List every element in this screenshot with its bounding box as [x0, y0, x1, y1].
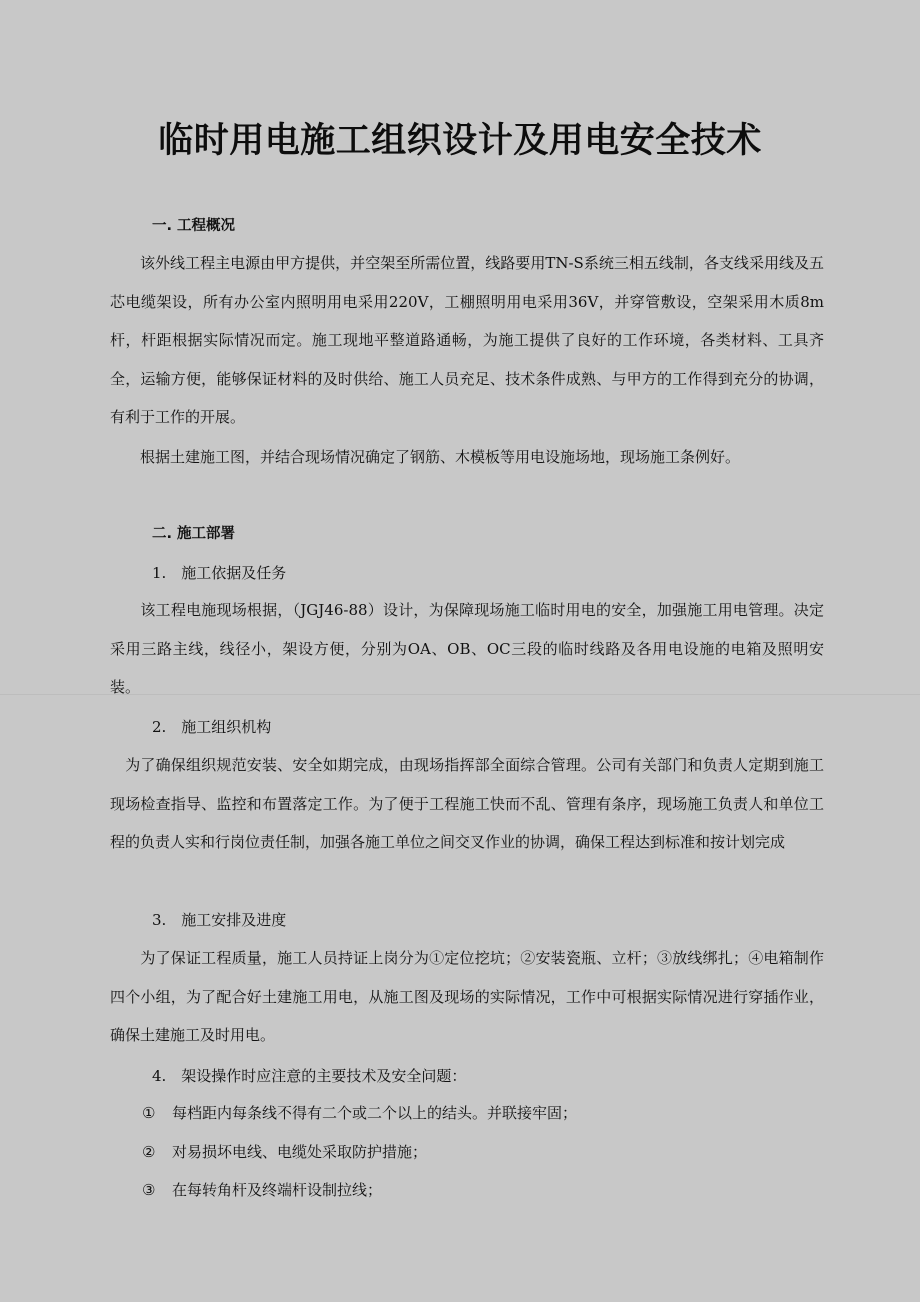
item-text: 对易损坏电线、电缆处采取防护措施；	[172, 1143, 428, 1161]
subheading-safety: 4. 架设操作时应注意的主要技术及安全问题：	[152, 1067, 467, 1085]
list-item	[142, 1103, 577, 1123]
paragraph-schedule: 为了保证工程质量，施工人员持证上岗分为①定位挖坑；②安装瓷瓶、立杆；③放线绑扎；④电箱制作四个小组，为了配合好土建施工用电，从施工图及现场的实际情况，工作中可根据实际情况进行穿插作业，确保土建施工及时用电。	[110, 949, 824, 1044]
item-text: 在每转角杆及终端杆设制拉线；	[172, 1181, 383, 1199]
list-item	[142, 1142, 427, 1162]
document-title: 临时用电施工组织设计及用电安全技术	[158, 121, 762, 161]
subheading-basis: 1. 施工依据及任务	[152, 564, 287, 582]
paragraph-basis: 该工程电施现场根据，（JGJ46-88）设计，为保障现场施工临时用电的安全，加强施工用电管理。决定采用三路主线，线径小，架设方便，分别为OA、OB、OC三段的临时线路及各用电设施的电箱及照明安装。	[110, 601, 824, 696]
list-item	[142, 1180, 382, 1200]
item-marker: ①	[142, 1104, 156, 1122]
subheading-schedule: 3. 施工安排及进度	[152, 911, 287, 929]
section-heading-overview: 一. 工程概况	[152, 218, 236, 234]
item-marker: ②	[142, 1143, 156, 1161]
item-marker: ③	[142, 1181, 156, 1199]
item-text: 每档距内每条线不得有二个或二个以上的结头。并联接牢固；	[172, 1104, 578, 1122]
subheading-organization: 2. 施工组织机构	[152, 718, 272, 736]
paragraph-overview-2: 根据土建施工图，并结合现场情况确定了钢筋、木模板等用电设施场地，现场施工条例好。	[110, 448, 741, 466]
paragraph-organization: 为了确保组织规范安装、安全如期完成，由现场指挥部全面综合管理。公司有关部门和负责人定期到施工现场检查指导、监控和布置落定工作。为了便于工程施工快而不乱、管理有条序，现场施工负责人和单位工程的负责人实和行岗位责任制，加强各施工单位之间交叉作业的协调，确保工程达到标准和按计划完成	[110, 756, 824, 851]
paragraph-overview-1: 该外线工程主电源由甲方提供，并空架至所需位置，线路要用TN-S系统三相五线制，各支线采用线及五芯电缆架设，所有办公室内照明用电采用220V，工棚照明用电采用36V，并穿管敷设，空架采用木质8m杆，杆距根据实际情况而定。施工现地平整道路通畅，为施工提供了良好的工作环境，各类材料、工具齐全，运输方便，能够保证材料的及时供给、施工人员充足、技术条件成熟、与甲方的工作得到充分的协调，有利于工作的开展。	[110, 254, 824, 426]
section-heading-deployment: 二. 施工部署	[152, 526, 236, 542]
